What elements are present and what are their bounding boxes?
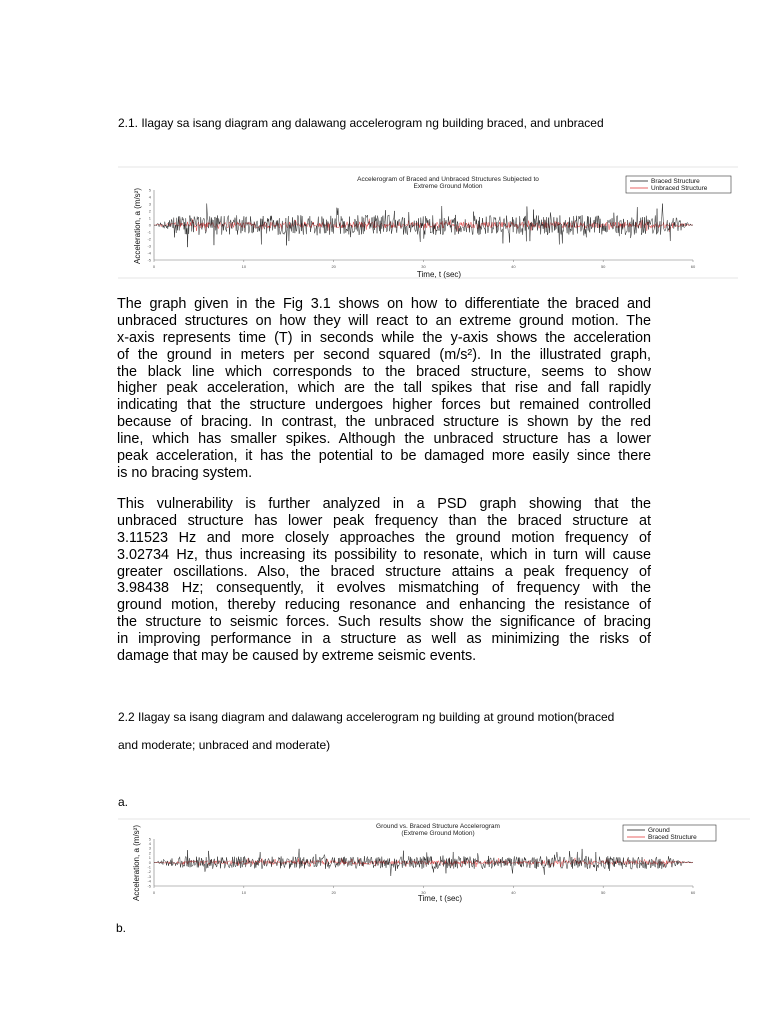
y-tick-label: -4 [147, 250, 151, 256]
y-tick-label: 5 [148, 187, 151, 193]
label-b: b. [116, 921, 127, 935]
paragraph-braced-unbraced [117, 296, 651, 482]
x-tick-label: 40 [511, 890, 516, 895]
question-2-2-line2: and moderate; unbraced and moderate) [118, 738, 331, 752]
x-tick-label: 40 [511, 264, 516, 269]
paragraph-line: the black line which corresponds to the braced structure, seems to show [117, 363, 651, 380]
y-tick-label: -5 [147, 257, 151, 263]
y-tick-label: -3 [147, 873, 151, 879]
chart-braced-unbraced [118, 166, 738, 280]
y-tick-label: 0 [148, 222, 151, 228]
paragraph-line: 3.98438 Hz; consequently, it evolves mismatching of frequency with the [117, 580, 651, 597]
paragraph-line: 3.11523 Hz and more closely approaches the ground motion frequency of [117, 529, 651, 546]
y-tick-label: 5 [148, 836, 151, 842]
legend-entry-braced: Braced Structure [648, 834, 697, 841]
y-tick-label: 0 [148, 859, 151, 865]
y-tick-label: 4 [148, 841, 151, 846]
x-tick-label: 60 [690, 264, 696, 269]
paragraph-line: because of bracing. In contrast, the unbraced structure is shown by the red [117, 414, 651, 431]
paragraph-line: unbraced structures on how they will react to an extreme ground motion. The [117, 312, 651, 329]
y-tick-label: 3 [148, 201, 151, 207]
chart-x-label: Time, t (sec) [417, 894, 463, 903]
chart-y-label: Acceleration, a (m/s²) [132, 824, 141, 902]
chart-title-line1: Ground vs. Braced Structure Accelerogram [376, 823, 500, 830]
question-2-2-line1: 2.2 Ilagay sa isang diagram and dalawang accelerogram ng building at ground motion(braced [118, 710, 615, 724]
paragraph-line: indicating that the structure undergoes higher forces but remained controlled [117, 397, 651, 414]
chart-title-line2: Extreme Ground Motion [413, 183, 483, 190]
chart-y-label: Acceleration, a (m/s²) [133, 187, 142, 265]
label-a: a. [118, 795, 129, 809]
legend-entry-ground: Ground [648, 827, 670, 834]
x-tick-label: 0 [152, 264, 156, 269]
x-tick-label: 10 [241, 890, 247, 895]
y-tick-label: -2 [147, 236, 151, 242]
x-tick-label: 30 [421, 890, 426, 895]
chart-ground-braced [118, 817, 750, 907]
chart-x-label: Time, t (sec) [416, 270, 462, 279]
paragraph-line: This vulnerability is further analyzed in a PSD graph showing that the [117, 496, 651, 512]
y-tick-label: -1 [147, 864, 151, 870]
x-tick-label: 30 [421, 264, 426, 269]
paragraph-line: damage that may be caused by extreme seismic events. [117, 648, 477, 665]
y-tick-label: 3 [148, 845, 151, 851]
x-tick-label: 20 [331, 890, 336, 895]
paragraph-line: line, which has smaller spikes. Although the unbraced structure has a lower [117, 431, 651, 448]
paragraph-line: peak acceleration, it has the potential to be damaged more easily since there [117, 448, 651, 465]
paragraph-line: the structure to seismic forces. Such results show the significance of bracing [117, 614, 651, 631]
paragraph-line: of the ground in meters per second squared (m/s²). In the illustrated graph, [117, 346, 651, 363]
question-2-1: 2.1. Ilagay sa isang diagram ang dalawang accelerogram ng building braced, and unbraced [118, 116, 604, 130]
x-tick-label: 60 [690, 890, 696, 895]
chart-title-line2: (Extreme Ground Motion) [401, 830, 475, 837]
x-tick-label: 50 [600, 890, 606, 895]
paragraph-line: 3.02734 Hz, thus increasing its possibility to resonate, which in turn will cause [117, 546, 651, 563]
paragraph-line: is no bracing system. [117, 464, 253, 481]
paragraph-line: ground motion, thereby reducing resonance and enhancing the resistance of [117, 597, 651, 614]
chart-svg [118, 166, 738, 280]
y-tick-label: -2 [147, 869, 151, 875]
y-tick-label: 2 [148, 850, 151, 856]
paragraph-line: in improving performance in a structure as well as minimizing the risks of [117, 631, 651, 648]
paragraph-line: higher peak acceleration, which are the tall spikes that rise and fall rapidly [117, 380, 651, 397]
x-tick-label: 0 [152, 890, 156, 895]
y-tick-label: 1 [148, 215, 151, 221]
legend-entry-braced: Braced Structure [651, 178, 700, 185]
y-tick-label: -1 [147, 229, 151, 235]
series-line-ground [154, 849, 693, 876]
x-tick-label: 50 [600, 264, 606, 269]
y-tick-label: 2 [148, 208, 151, 214]
paragraph-line: x-axis represents time (T) in seconds while the y-axis shows the acceleration [117, 329, 651, 346]
x-tick-label: 10 [241, 264, 247, 269]
y-tick-label: 1 [148, 855, 151, 861]
chart-svg [118, 817, 750, 907]
y-tick-label: -3 [147, 243, 151, 249]
paragraph-psd-analysis [117, 496, 651, 665]
paragraph-line: The graph given in the Fig 3.1 shows on how to differentiate the braced and [117, 296, 651, 312]
x-tick-label: 20 [331, 264, 336, 269]
chart-title-line1: Accelerogram of Braced and Unbraced Structures Subjected to [357, 176, 539, 183]
paragraph-line: unbraced structure has lower peak frequency than the braced structure at [117, 512, 651, 529]
paragraph-line: greater oscillations. Also, the braced structure attains a peak frequency of [117, 563, 651, 580]
y-tick-label: -4 [147, 878, 151, 884]
y-tick-label: 4 [148, 194, 151, 200]
y-tick-label: -5 [147, 883, 151, 889]
legend-entry-unbraced: Unbraced Structure [651, 185, 708, 192]
